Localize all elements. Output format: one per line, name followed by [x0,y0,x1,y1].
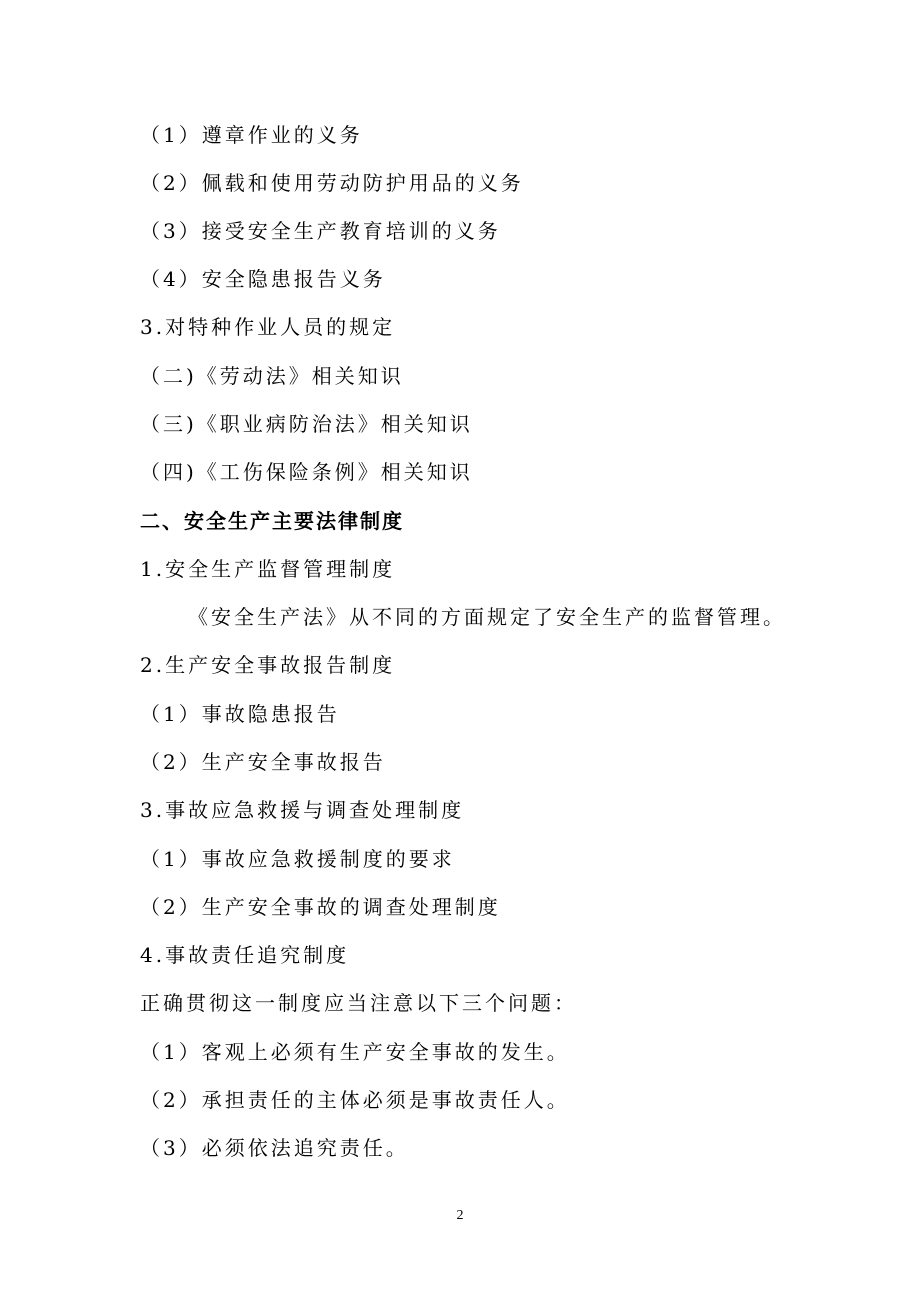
paragraph-supervision: 《安全生产法》从不同的方面规定了安全生产的监督管理。 [188,605,786,629]
section-1-supervision: 1.安全生产监督管理制度 [140,557,396,581]
rescue-item-1: （1）事故应急救援制度的要求 [140,847,455,871]
duty-item-4: （4）安全隐患报告义务 [140,267,386,291]
liability-item-1: （1）客观上必须有生产安全事故的发生。 [140,1040,570,1064]
section-4-liability: 4.事故责任追究制度 [140,943,350,967]
report-item-1: （1）事故隐患报告 [140,702,340,726]
duty-item-2: （2）佩载和使用劳动防护用品的义务 [140,171,524,195]
subsection-occupational-disease-law: （三)《职业病防治法》相关知识 [140,412,473,436]
section-3-special-workers: 3.对特种作业人员的规定 [140,315,396,339]
page-number: 2 [456,1208,464,1223]
rescue-item-2: （2）生产安全事故的调查处理制度 [140,895,501,919]
subsection-labor-law: （二)《劳动法》相关知识 [140,364,404,388]
section-3-emergency-rescue: 3.事故应急救援与调查处理制度 [140,798,465,822]
duty-item-1: （1）遵章作业的义务 [140,123,363,147]
subsection-injury-insurance: （四)《工伤保险条例》相关知识 [140,460,473,484]
paragraph-liability-intro: 正确贯彻这一制度应当注意以下三个问题： [140,991,577,1015]
liability-item-2: （2）承担责任的主体必须是事故责任人。 [140,1088,570,1112]
liability-item-3: （3）必须依法追究责任。 [140,1136,409,1160]
section-2-accident-report: 2.生产安全事故报告制度 [140,653,396,677]
duty-item-3: （3）接受安全生产教育培训的义务 [140,219,501,243]
report-item-2: （2）生产安全事故报告 [140,750,386,774]
chapter-heading: 二、安全生产主要法律制度 [140,509,404,533]
